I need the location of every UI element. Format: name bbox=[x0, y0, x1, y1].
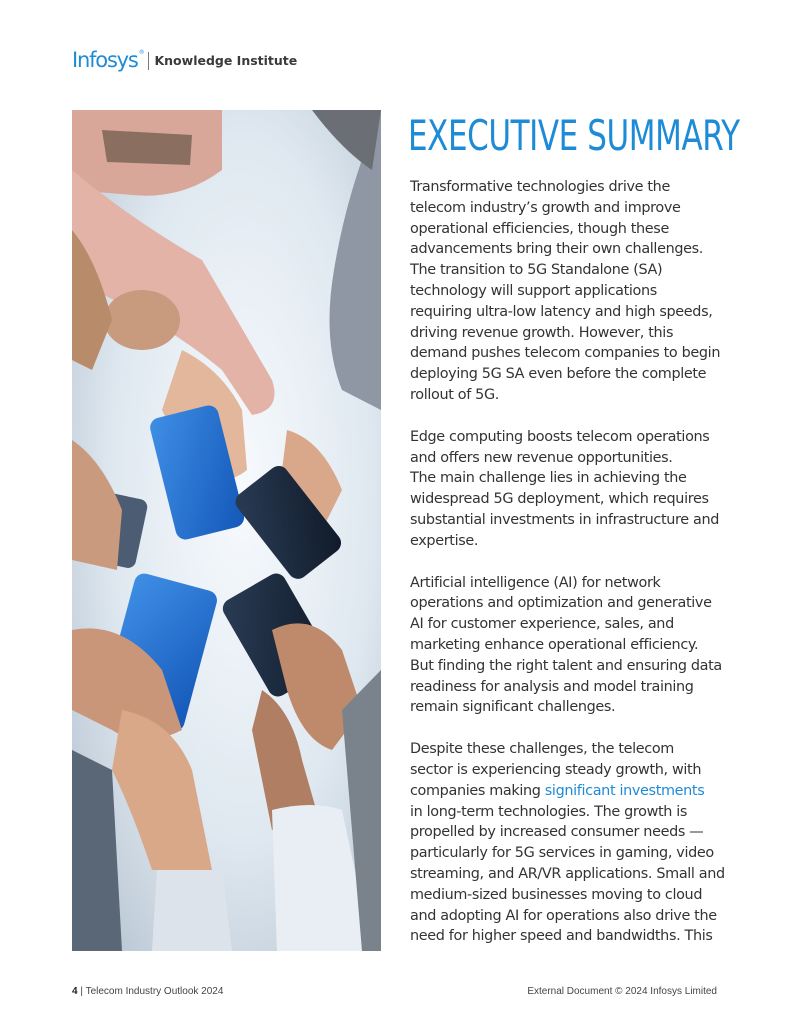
page-title: EXECUTIVE SUMMARY bbox=[408, 111, 740, 160]
text-line: Edge computing boosts telecom operations bbox=[410, 428, 710, 445]
text-line: need for higher speed and bandwidths. This bbox=[410, 928, 713, 945]
text-line: demand pushes telecom companies to begin bbox=[410, 345, 721, 362]
text-line: technology will support applications bbox=[410, 282, 657, 299]
text-line: substantial investments in infrastructure and bbox=[410, 511, 720, 528]
text-line: in long-term technologies. The growth is bbox=[410, 803, 688, 820]
text-line bbox=[410, 781, 730, 802]
paragraph-1 bbox=[410, 177, 730, 406]
paragraph-4 bbox=[410, 739, 730, 947]
text-segment: companies making bbox=[410, 782, 545, 799]
footer-left bbox=[72, 986, 223, 997]
text-line: streaming, and AR/VR applications. Small and bbox=[410, 865, 725, 882]
text-line: The transition to 5G Standalone (SA) bbox=[410, 262, 663, 279]
paragraph-2 bbox=[410, 427, 730, 552]
text-line: telecom industry’s growth and improve bbox=[410, 199, 681, 216]
text-line: deploying 5G SA even before the complete bbox=[410, 366, 707, 383]
text-line: AI for customer experience, sales, and bbox=[410, 616, 674, 633]
infosys-logo bbox=[72, 50, 143, 71]
text-line: Artificial intelligence (AI) for network bbox=[410, 574, 661, 591]
text-line: medium-sized businesses moving to cloud bbox=[410, 886, 703, 903]
text-line: and adopting AI for operations also drive the bbox=[410, 907, 717, 924]
text-line: operations and optimization and generative bbox=[410, 595, 712, 612]
executive-summary-body bbox=[410, 177, 730, 968]
page-header bbox=[72, 50, 297, 71]
paragraph-3 bbox=[410, 573, 730, 719]
text-line: The main challenge lies in achieving the bbox=[410, 470, 687, 487]
text-line: readiness for analysis and model training bbox=[410, 678, 694, 695]
text-line: Despite these challenges, the telecom bbox=[410, 741, 674, 758]
footer-separator: | bbox=[80, 986, 83, 997]
knowledge-institute-label: Knowledge Institute bbox=[154, 53, 298, 68]
page-number: 4 bbox=[72, 986, 78, 997]
logo-divider bbox=[148, 52, 149, 70]
text-line: and offers new revenue opportunities. bbox=[410, 449, 673, 466]
logo-text: Infosys bbox=[72, 48, 138, 72]
text-line: rollout of 5G. bbox=[410, 386, 499, 403]
text-line: requiring ultra-low latency and high speeds, bbox=[410, 303, 713, 320]
text-line: widespread 5G deployment, which requires bbox=[410, 491, 709, 508]
text-line: marketing enhance operational efficiency. bbox=[410, 636, 699, 653]
text-line: Transformative technologies drive the bbox=[410, 179, 670, 195]
significant-investments-link[interactable]: significant investments bbox=[544, 782, 705, 799]
document-title: Telecom Industry Outlook 2024 bbox=[85, 986, 224, 997]
text-line: remain significant challenges. bbox=[410, 699, 616, 716]
copyright-notice: External Document © 2024 Infosys Limited bbox=[527, 986, 717, 997]
text-line: advancements bring their own challenges. bbox=[410, 241, 704, 258]
text-line: sector is experiencing steady growth, with bbox=[410, 761, 702, 778]
text-line: driving revenue growth. However, this bbox=[410, 324, 674, 341]
text-line: expertise. bbox=[410, 532, 479, 549]
text-line: operational efficiencies, though these bbox=[410, 220, 669, 237]
text-line: propelled by increased consumer needs — bbox=[410, 824, 704, 841]
text-line: But finding the right talent and ensuring data bbox=[410, 657, 722, 674]
text-line: particularly for 5G services in gaming, video bbox=[410, 845, 714, 862]
logo-registered-mark: ® bbox=[138, 49, 144, 56]
photo-illustration bbox=[72, 110, 381, 951]
hero-photo-people-with-phones bbox=[72, 110, 381, 951]
